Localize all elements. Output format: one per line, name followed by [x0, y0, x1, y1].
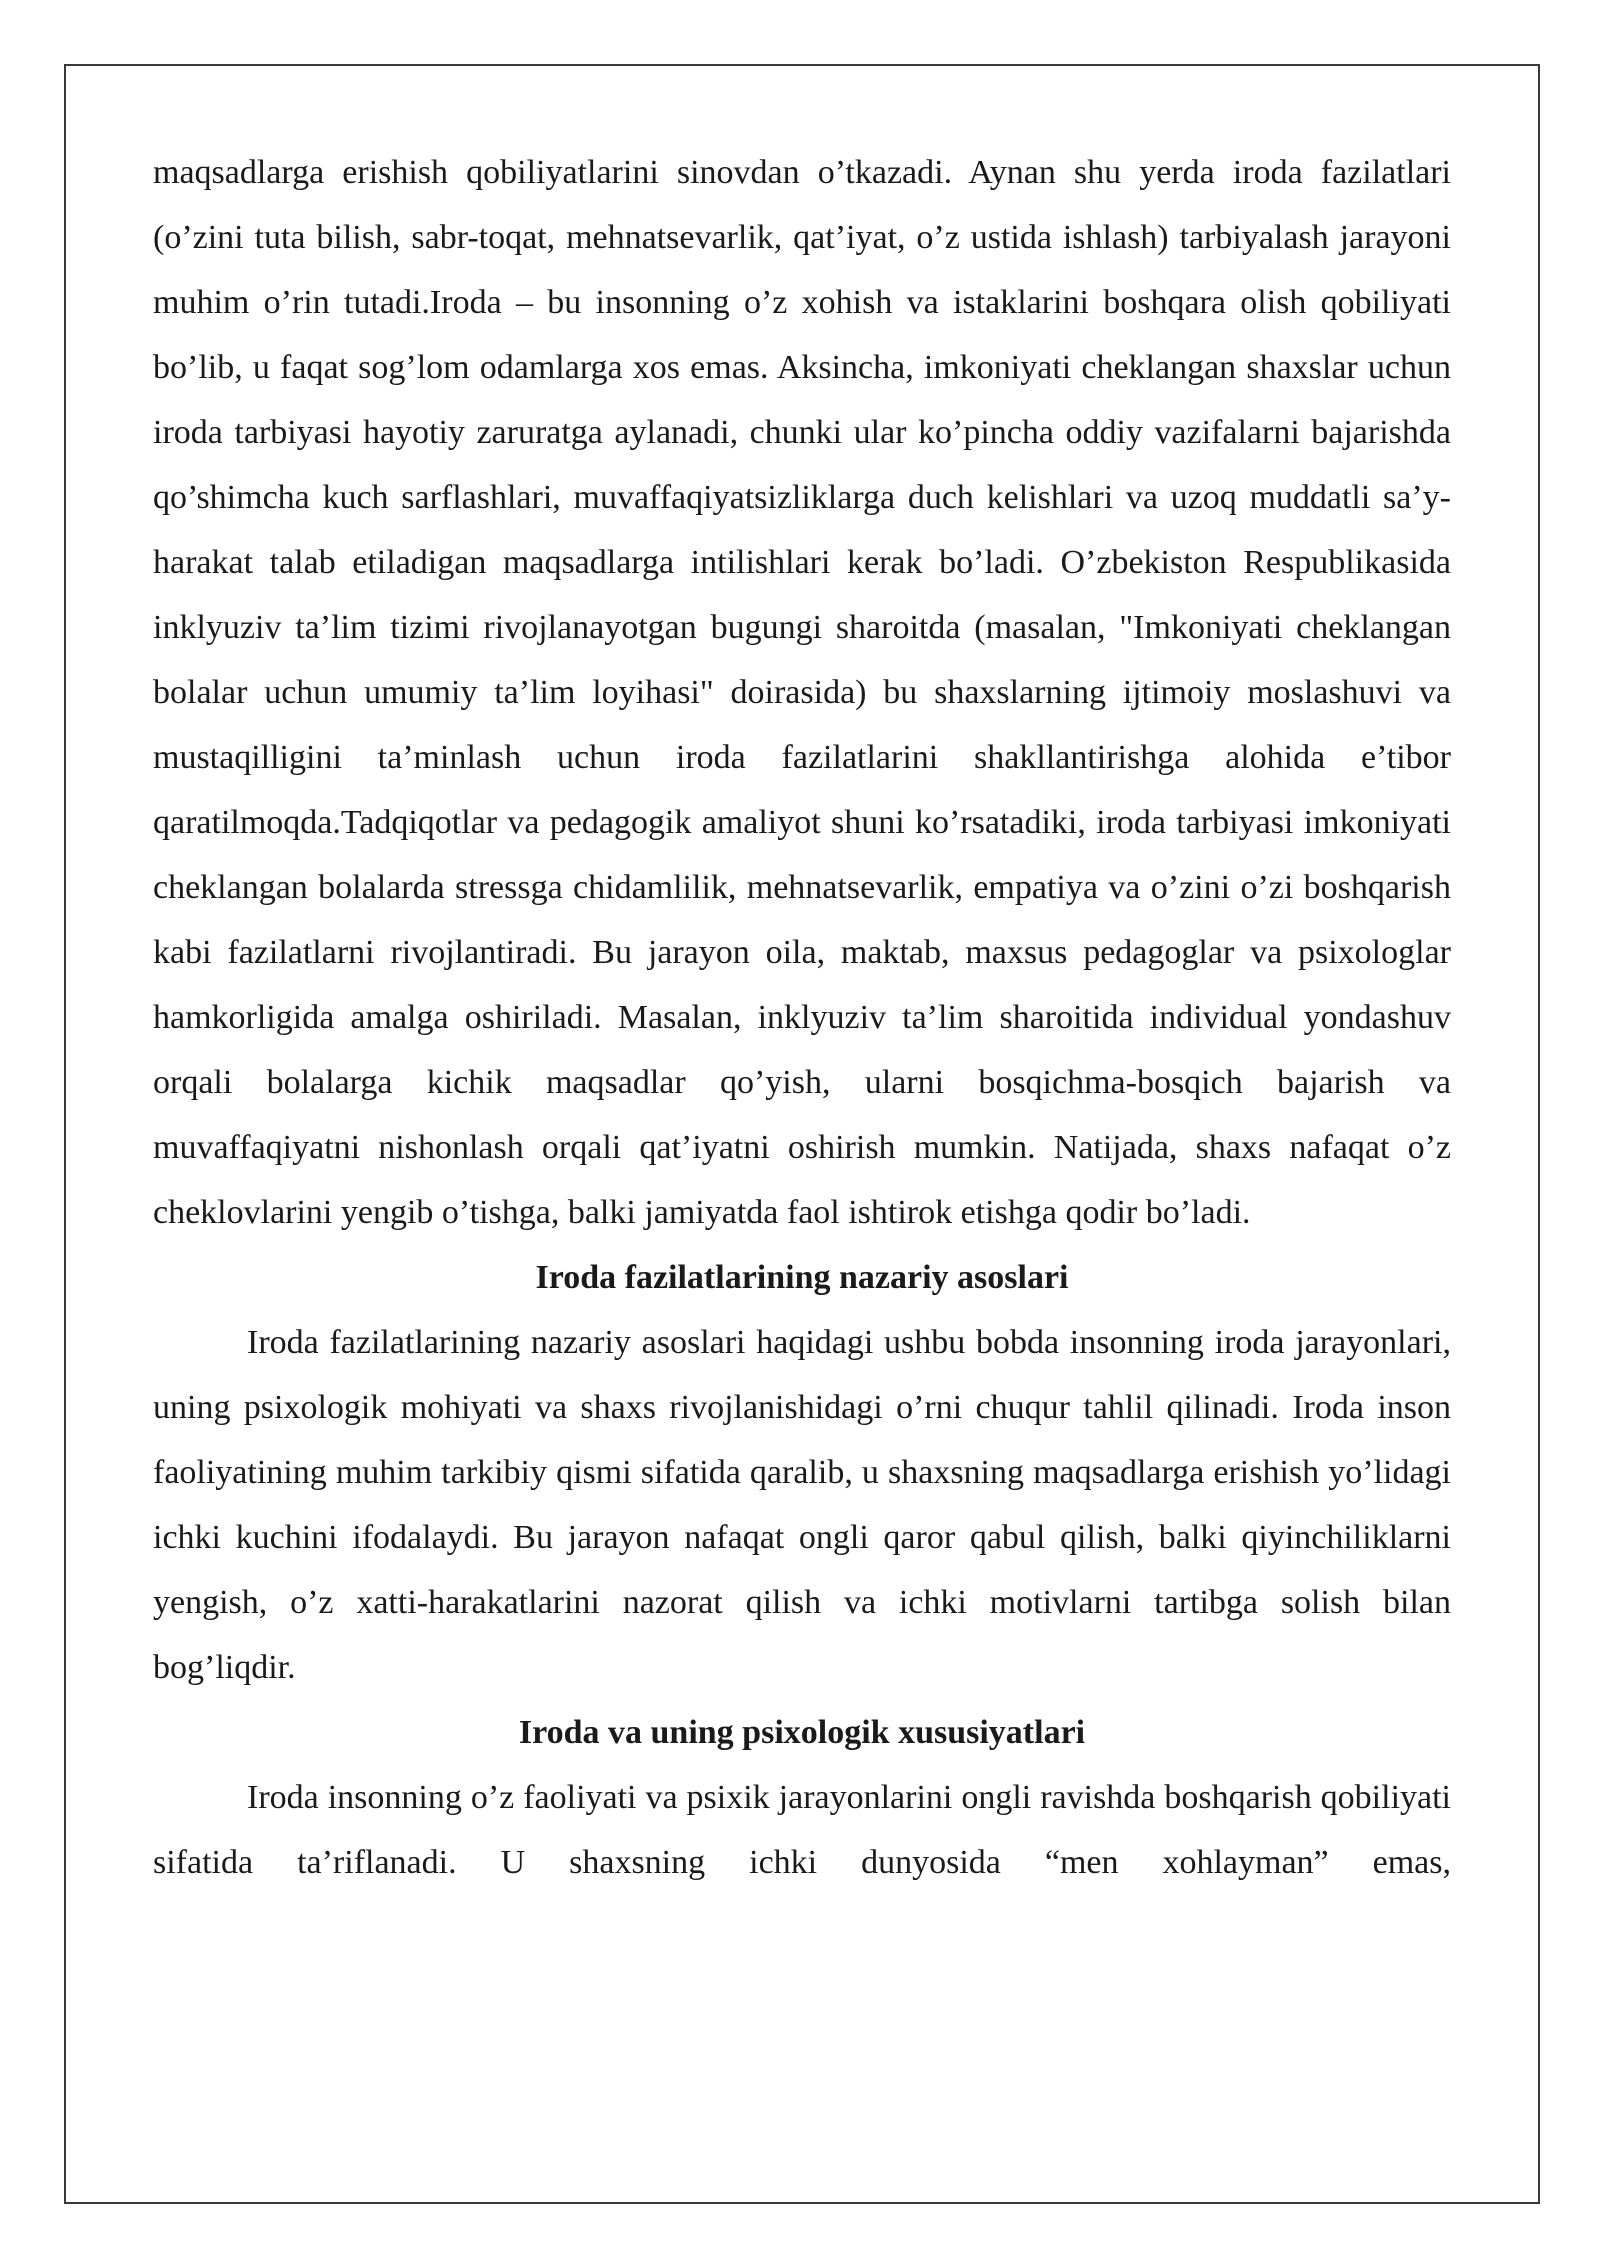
page-content	[153, 140, 1451, 1895]
section-heading: Iroda fazilatlarining nazariy asoslari	[535, 1259, 1069, 1296]
body-paragraph: Iroda insonning o’z faoliyati va psixik jarayonlarini ongli ravishda boshqarish qobiliyati sifatida ta’riflanadi. U shaxsning ichki dunyosida “men xohlayman” emas,	[153, 1779, 1451, 1881]
section-heading: Iroda va uning psixologik xususiyatlari	[518, 1714, 1086, 1751]
body-paragraph: maqsadlarga erishish qobiliyatlarini sinovdan o’tkazadi. Aynan shu yerda iroda fazilatlari (o’zini tuta bilish, sabr-toqat, mehnatsevarlik, qat’iyat, o’z ustida ishlash) tarbiyalash jarayoni muhim o’rin tutadi.Iroda – bu insonning o’z xohish va istaklarini boshqara olish qobiliyati bo’lib, u faqat sog’lom odamlarga xos emas. Aksincha, imkoniyati cheklangan shaxslar uchun iroda tarbiyasi hayotiy zaruratga aylanadi, chunki ular ko’pincha oddiy vazifalarni bajarishda qo’shimcha kuch sarflashlari, muvaffaqiyatsizliklarga duch kelishlari va uzoq muddatli sa’y-harakat talab etiladigan maqsadlarga intilishlari kerak bo’ladi. O’zbekiston Respublikasida inklyuziv ta’lim tizimi rivojlanayotgan bugungi sharoitda (masalan, "Imkoniyati cheklangan bolalar uchun umumiy ta’lim loyihasi" doirasida) bu shaxslarning ijtimoiy moslashuvi va mustaqilligini ta’minlash uchun iroda fazilatlarini shakllantirishga alohida e’tibor qaratilmoqda.Tadqiqotlar va pedagogik amaliyot shuni ko’rsatadiki, iroda tarbiyasi imkoniyati cheklangan bolalarda stressga chidamlilik, mehnatsevarlik, empatiya va o’zini o’zi boshqarish kabi fazilatlarni rivojlantiradi. Bu jarayon oila, maktab, maxsus pedagoglar va psixologlar hamkorligida amalga oshiriladi. Masalan, inklyuziv ta’lim sharoitida individual yondashuv orqali bolalarga kichik maqsadlar qo’yish, ularni bosqichma-bosqich bajarish va muvaffaqiyatni nishonlash orqali qat’iyatni oshirish mumkin. Natijada, shaxs nafaqat o’z cheklovlarini yengib o’tishga, balki jamiyatda faol ishtirok etishga qodir bo’ladi.	[153, 154, 1451, 1231]
body-paragraph: Iroda fazilatlarining nazariy asoslari haqidagi ushbu bobda insonning iroda jarayonlari, uning psixologik mohiyati va shaxs rivojlanishidagi o’rni chuqur tahlil qilinadi. Iroda inson faoliyatining muhim tarkibiy qismi sifatida qaralib, u shaxsning maqsadlarga erishish yo’lidagi ichki kuchini ifodalaydi. Bu jarayon nafaqat ongli qaror qabul qilish, balki qiyinchiliklarni yengish, o’z xatti-harakatlarini nazorat qilish va ichki motivlarni tartibga solish bilan bog’liqdir.	[153, 1324, 1451, 1686]
